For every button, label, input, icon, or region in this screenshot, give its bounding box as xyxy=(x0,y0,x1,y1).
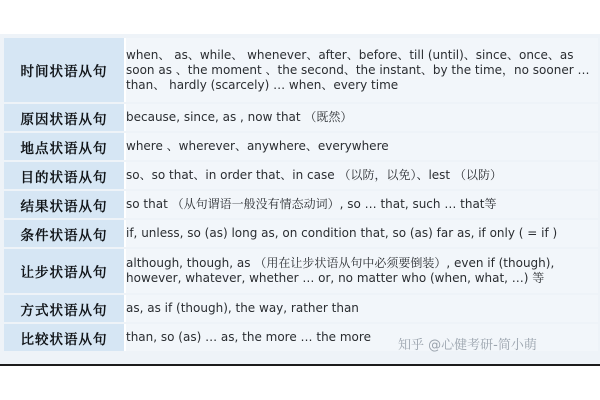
clause-connectors: if, unless, so (as) long as, on condition that, so (as) far as, if only ( = if ) xyxy=(126,220,598,247)
clause-type-label: 时间状语从句 xyxy=(4,38,126,102)
clause-type-label: 结果状语从句 xyxy=(4,191,126,218)
table-row xyxy=(4,104,598,131)
table-row xyxy=(4,295,598,322)
table-row xyxy=(4,38,598,102)
clause-connectors: so that （从句谓语一般没有情态动词）, so … that, such … that等 xyxy=(126,191,598,218)
clause-type-label: 方式状语从句 xyxy=(4,295,126,322)
table-row xyxy=(4,249,598,293)
clause-type-label: 条件状语从句 xyxy=(4,220,126,247)
clause-type-label: 比较状语从句 xyxy=(4,324,126,351)
table-row xyxy=(4,191,598,218)
bottom-divider xyxy=(0,364,600,366)
adverbial-clause-table xyxy=(4,36,598,353)
table-row xyxy=(4,133,598,160)
watermark-text: 知乎 @心健考研-简小萌 xyxy=(398,338,537,353)
clause-connectors: although, though, as （用在让步状语从句中必须要倒装）, even if (though), however, whatever, whether … or, no matter who (when, what, …) 等 xyxy=(126,249,598,293)
clause-type-label: 目的状语从句 xyxy=(4,162,126,189)
clause-connectors: where 、wherever、anywhere、everywhere xyxy=(126,133,598,160)
table-row xyxy=(4,220,598,247)
clause-connectors: because, since, as , now that （既然） xyxy=(126,104,598,131)
clause-type-label: 地点状语从句 xyxy=(4,133,126,160)
clause-type-label: 原因状语从句 xyxy=(4,104,126,131)
clause-connectors: so、so that、in order that、in case （以防，以免）、lest （以防） xyxy=(126,162,598,189)
clause-type-label: 让步状语从句 xyxy=(4,249,126,293)
clause-connectors: than, so (as) … as, the more … the more xyxy=(126,324,598,351)
table-row xyxy=(4,162,598,189)
clause-connectors: when、 as、while、 whenever、after、before、till (until)、since、once、as soon as 、the moment 、the second、the instant、by the time，no sooner … than、 hardly (scarcely) … when、every time xyxy=(126,38,598,102)
clause-connectors: as, as if (though), the way, rather than xyxy=(126,295,598,322)
